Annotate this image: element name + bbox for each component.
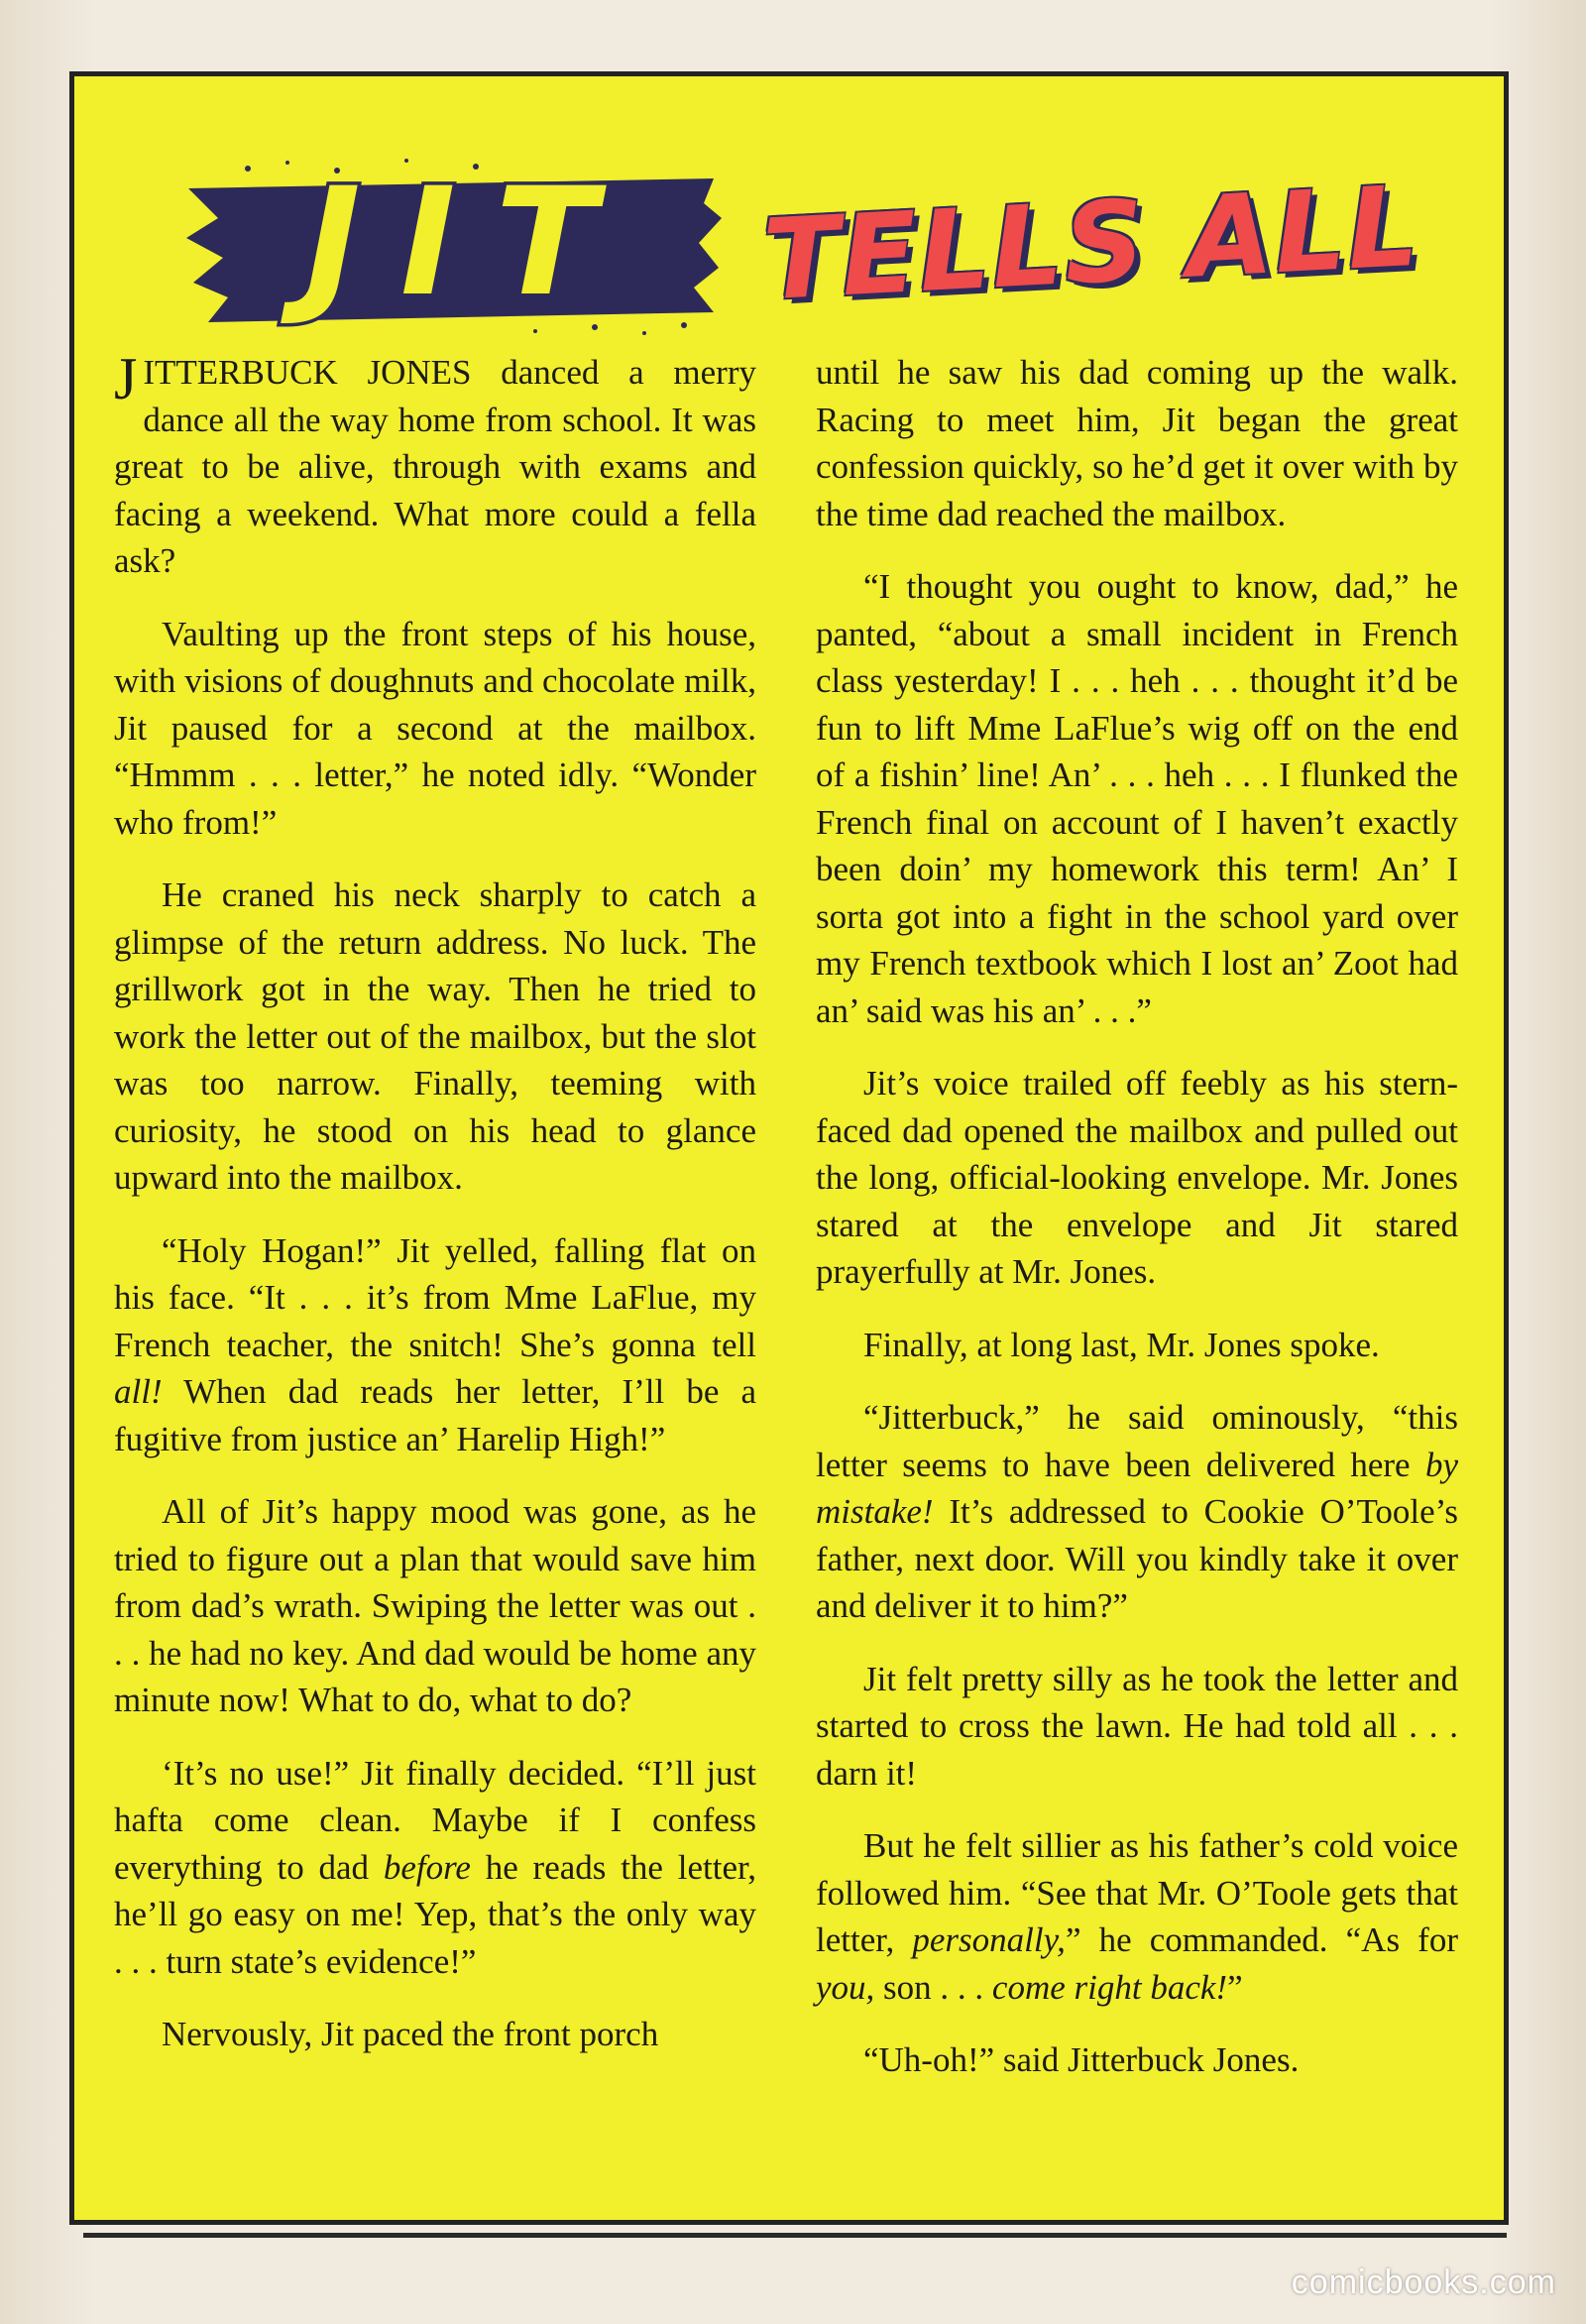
paragraph [816,1394,1458,1630]
emphasis: by mistake! [816,1445,1458,1531]
emphasis: before [383,1847,471,1887]
paragraph-text: ITTERBUCK JONES danced a merry dance all the way home from school. It was great to be alive, through with exams and facing a weekend. What more could a fella ask? [114,353,756,580]
paragraph: Jit felt pretty silly as he took the letter and started to cross the lawn. He had told all . . . darn it! [816,1659,1458,1793]
bottom-rule [83,2233,1507,2238]
text-run: he reads the letter, he’ll go easy on me! Yep, that’s the only way . . . turn state’s evidence!” [114,1847,756,1981]
emphasis: come right back! [991,1967,1228,2007]
emphasis: personally, [912,1920,1066,1959]
paragraph [114,1750,756,1986]
text-run: When dad reads her letter, I’ll be a fugitive from justice an’ Harelip High!” [114,1372,756,1458]
text-run: ” [1227,1967,1243,2007]
text-run: ‘It’s no use!” Jit finally decided. “I’ll just hafta come clean. Maybe if I confess everything to dad [114,1753,756,1887]
paragraph: “Uh-oh!” said Jitterbuck Jones. [863,2040,1300,2079]
paragraph: All of Jit’s happy mood was gone, as he tried to figure out a plan that would save him from dad’s wrath. Swiping the letter was out . . . he had no key. And dad would be home any minute now! What to do, what to do? [114,1492,756,1719]
paragraph: Nervously, Jit paced the front porch [162,2015,659,2053]
text-run: “Jitterbuck,” he said ominously, “this letter seems to have been delivered here [816,1398,1458,1484]
watermark: comicbooks.com [1291,2264,1556,2301]
paragraph: Finally, at long last, Mr. Jones spoke. [863,1325,1380,1364]
paragraph: Jit’s voice trailed off feebly as his stern-faced dad opened the mailbox and pulled out the long, official-looking envelope. Mr. Jones stared at the envelope and Jit stared prayerfully at Mr. Jones. [816,1064,1458,1291]
text-run: ” he commanded. “As for [1065,1920,1458,1959]
right-text-column [816,349,1458,2110]
paragraph: until he saw his dad coming up the walk. Racing to meet him, Jit began the great confession quickly, so he’d get it over with by the time dad reached the mailbox. [816,353,1458,533]
text-run: But he felt sillier as his father’s cold voice followed him. “See that Mr. O’Toole gets that letter, [816,1826,1458,1959]
left-text-column [114,346,756,2084]
text-run: It’s addressed to Cookie O’Toole’s father, next door. Will you kindly take it over and deliver it to him?” [816,1492,1458,1625]
title-part2: TELLS ALL [760,162,1423,326]
text-run: son . . . [874,1967,992,2007]
drop-cap: J [114,346,138,411]
paragraph [114,1227,756,1463]
title-jit-banner [178,149,734,337]
paragraph: “I thought you ought to know, dad,” he panted, “about a small incident in French class yesterday! I . . . heh . . . thought it’d be fun to lift Mme LaFlue’s wig off on the end of a fishin’ line! An’ . . . heh . . . I flunked the French final on account of I haven’t exactly been doin’ my homework this term! An’ I sorta got into a fight in the school yard over my French textbook which I lost an’ Zoot had an’ said was his an’ . . .” [816,567,1458,1030]
emphasis: all! [114,1372,163,1411]
emphasis: you, [816,1967,875,2007]
text-run: “Holy Hogan!” Jit yelled, falling flat on his face. “It . . . it’s from Mme LaFlue, my French teacher, the snitch! She’s gonna tell [114,1230,756,1364]
paragraph [114,346,756,585]
title-part1: JIT [305,157,636,329]
paragraph: He craned his neck sharply to catch a glimpse of the return address. No luck. The grillwork got in the way. Then he tried to work the letter out of the mailbox, but the slot was too narrow. Finally, teeming with curiosity, he stood on his head to glance upward into the mailbox. [114,875,756,1197]
paragraph: Vaulting up the front steps of his house, with visions of doughnuts and chocolate milk, Jit paused for a second at the mailbox. “Hmmm . . . letter,” he noted idly. “Wonder who from!” [114,614,756,842]
paragraph [816,1822,1458,2011]
